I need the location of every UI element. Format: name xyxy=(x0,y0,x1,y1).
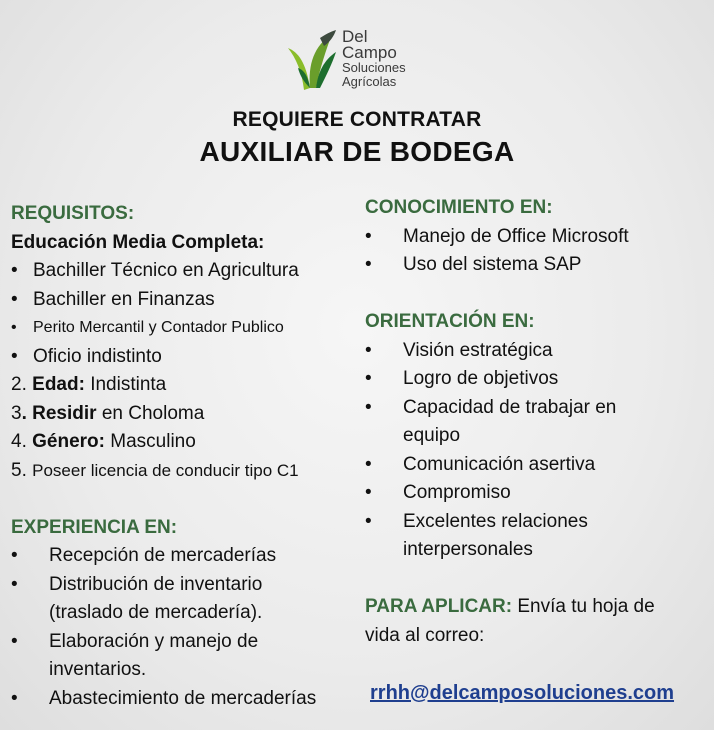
list-item xyxy=(365,337,705,366)
list-item xyxy=(11,257,356,286)
bullet-mark: • xyxy=(365,225,372,247)
list-item-text: Uso del sistema SAP xyxy=(403,254,582,275)
bullet-mark: • xyxy=(365,482,372,503)
list-item xyxy=(11,685,356,714)
list-item-text: equipo xyxy=(403,425,461,446)
conocimiento-heading: CONOCIMIENTO EN: xyxy=(365,197,553,218)
numbered-item xyxy=(11,428,356,457)
list-item xyxy=(365,394,705,423)
logo-text-campo: Campo xyxy=(342,43,397,62)
list-item-text: interpersonales xyxy=(403,539,533,560)
left-column xyxy=(11,200,356,713)
numbered-item xyxy=(11,457,356,486)
list-item xyxy=(365,479,705,508)
list-item-text: Recepción de mercaderías xyxy=(49,545,277,566)
bullet-mark: • xyxy=(365,396,372,418)
list-item-text: (traslado de mercadería). xyxy=(49,602,263,623)
logo-text-agricolas: Agrícolas xyxy=(342,74,397,89)
list-item xyxy=(11,343,356,372)
company-logo xyxy=(284,24,434,96)
apply-text: Envía tu hoja de xyxy=(512,596,655,617)
item-label: Género: xyxy=(32,431,105,452)
list-item-continued xyxy=(11,599,356,628)
item-label: Edad: xyxy=(32,374,85,395)
list-item-text: Capacidad de trabajar en xyxy=(403,396,617,418)
list-item-text: Logro de objetivos xyxy=(403,368,559,389)
bullet-mark: • xyxy=(11,345,18,367)
bullet-mark: • xyxy=(11,573,18,595)
bullet-mark: • xyxy=(11,545,18,566)
bullet-mark: • xyxy=(11,630,18,652)
bullet-mark: • xyxy=(11,288,18,310)
list-item-continued xyxy=(11,656,356,685)
numbered-item xyxy=(11,371,356,400)
list-item xyxy=(365,251,705,280)
bullet-mark: • xyxy=(11,319,17,336)
bullet-mark: • xyxy=(11,687,18,709)
list-item-text: Distribución de inventario xyxy=(49,573,263,595)
item-value: Poseer licencia de conducir tipo C1 xyxy=(32,460,299,480)
list-item xyxy=(365,223,705,252)
position-title: AUXILIAR DE BODEGA xyxy=(199,136,515,167)
requisitos-heading: REQUISITOS: xyxy=(11,203,135,224)
list-item-text: inventarios. xyxy=(49,659,147,680)
list-item xyxy=(11,571,356,600)
item-value: en Choloma xyxy=(96,402,205,424)
apply-text-2: vida al correo: xyxy=(365,624,485,646)
list-item-text: Elaboración y manejo de xyxy=(49,630,259,652)
item-value: Indistinta xyxy=(84,374,167,395)
numbered-item xyxy=(11,400,356,429)
logo-text-soluciones: Soluciones xyxy=(342,60,406,75)
list-item-text: Perito Mercantil y Contador Publico xyxy=(33,319,284,336)
list-item-text: Oficio indistinto xyxy=(33,345,162,367)
bullet-mark: • xyxy=(11,260,18,281)
leaf-logo-icon xyxy=(284,28,340,96)
apply-instructions xyxy=(365,593,705,622)
item-number: 2. xyxy=(11,374,27,395)
list-item xyxy=(365,365,705,394)
bullet-mark: • xyxy=(365,339,372,361)
list-item-continued xyxy=(365,422,705,451)
bullet-mark: • xyxy=(365,510,372,532)
bullet-mark: • xyxy=(365,254,372,275)
right-column xyxy=(365,194,705,707)
bullet-mark: • xyxy=(365,453,372,475)
logo-text-del: Del xyxy=(342,27,368,46)
item-value: Masculino xyxy=(105,431,196,452)
orientacion-heading: ORIENTACIÓN EN: xyxy=(365,311,535,332)
apply-label: PARA APLICAR: xyxy=(365,596,513,617)
experiencia-heading: EXPERIENCIA EN: xyxy=(11,516,178,538)
list-item-text: Bachiller Técnico en Agricultura xyxy=(33,260,299,281)
education-label: Educación Media Completa: xyxy=(11,231,265,253)
list-item-text: Bachiller en Finanzas xyxy=(33,288,215,310)
list-item xyxy=(365,451,705,480)
email-link[interactable]: rrhh@delcamposoluciones.com xyxy=(370,681,675,704)
list-item-text: Visión estratégica xyxy=(403,339,553,361)
list-item-text: Abastecimiento de mercaderías xyxy=(49,687,317,709)
page-title: REQUIERE CONTRATAR xyxy=(232,108,482,131)
item-number: 5. xyxy=(11,459,27,481)
bullet-mark: • xyxy=(365,368,372,389)
list-item xyxy=(11,628,356,657)
list-item xyxy=(365,508,705,537)
list-item-continued xyxy=(365,536,705,565)
list-item xyxy=(11,542,356,571)
item-label: . Residir xyxy=(21,402,97,424)
list-item-text: Manejo de Office Microsoft xyxy=(403,225,629,247)
list-item-text: Compromiso xyxy=(403,482,511,503)
list-item-text: Comunicación asertiva xyxy=(403,453,596,475)
item-number: 4. xyxy=(11,431,27,452)
item-number: 3 xyxy=(11,402,22,424)
list-item xyxy=(11,314,356,343)
list-item xyxy=(11,286,356,315)
list-item-text: Excelentes relaciones xyxy=(403,510,588,532)
